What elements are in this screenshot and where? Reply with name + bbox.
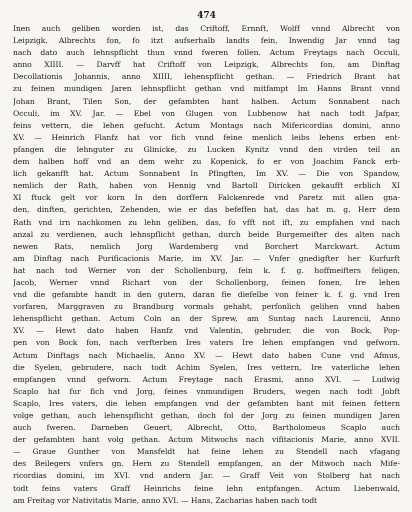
text-line: todt feins vaters Graff Heinrichs feine lehn entpfangen. Actum Liebenwald, [13, 483, 400, 493]
text-line: Inen auch geliben worden ist, das Criftoff, Ernnft, Wolff vnnd Albrecht von [13, 24, 400, 33]
text-line: am Freitag vor Nativitatis Marie, anno XVI. — Hans, Zacharias haben nach todt [13, 495, 318, 505]
text-line: newen Rats, nemlich Jorg Wardemberg vnd Borchert Marckwart. Actum [13, 241, 400, 251]
text-line: Scaplo hat fur fich vnd Jorg, feines vnmundigen Bruders, wegen nach todt Jobft [13, 386, 400, 396]
text-line: Leipzigk, Albrechts fon, fo itzt aufserhalb landts fein, Inwendig Jar vnnd tag [13, 36, 400, 46]
text-line: den, dinften, gerichten, Zehenden, wie er das befeffen hat, das hat m. g. Herr dem [13, 205, 400, 215]
text-line: — Graue Gunther von Mansfeldt hat feine lehen zu Stendell nach vfagang [13, 447, 400, 457]
text-line: die Syelen, gebrudere, nach todt Achim Syelen, Ires vettern, Ire vaterliche lehen [13, 362, 400, 372]
text-line: anzal zu verdienen, auch lehnspflicht gethan, durch beide Burgemeifter des alten nach [13, 229, 400, 239]
text-line: Jacob, Werner vnnd Richart von der Schollenborg, feinen fonen, Ire lehen [13, 277, 400, 287]
text-line: Johan Brant, Tilen Son, der gefambten hant halben. Actum Sonnabent nach [13, 96, 400, 106]
text-line: pen von Bock fon, nach verfterben Ires vaters Ire lehen empfangen vnd gefworn. [13, 338, 400, 348]
text-line: XI ftuck gelt vor korn In den dorffern Falckenrede vnd Paretz mit allen gna- [13, 193, 400, 203]
text-line: am Dinftag nach Purificacionis Marie, im XV. Jar. — Vnfer gnedigfter her Kurfurft [13, 253, 400, 263]
text-line: XV. — Heinrich Flanfz hat vor fich vnnd feine menlich leibs lehens erben ent- [13, 132, 400, 142]
text-line: nach dato auch lehnspflicht thun vnnd fweren follen. Actum Freytags nach Occuli, [13, 48, 400, 58]
text-line: ricordias domini, im XVI. vnd andern Jar. — Graff Veit von Stolberg hat nach [13, 471, 400, 481]
text-line: feins vettern, die lehen gefucht. Actum Montags nach Mifericordias domini, anno [13, 120, 400, 130]
text-line: zu feinen mundigen Jaren lehnspflicht gethan vnd mitfampt Im Hanns Brant vnnd [13, 84, 400, 94]
text-line: Scaplo, Ires vaters, die lehen empfangen vnd der gefambten hant mit feinen fettern [13, 398, 400, 408]
text-line: dem halben hoff vnd an dem wehr zu Kopenick, fo er von Joachim Fanck erb- [13, 157, 400, 167]
text-line: auch fweren. Darneben Geuert, Albrecht, Otto, Bartholomeus Scaplo auch [13, 423, 400, 433]
text-line: Actum Dinftags nach Michaelis, Anno XV. — Hewt dato haben Cune vnd Afmus, [13, 350, 400, 360]
text-line: Rath vnd irn nachkomen zu lehn geliben, das, fo vfft not ift, zu empfahen vnd nach [13, 217, 400, 227]
text-line: volge gethan, auch lehenspflicht gethan, doch fol der Jorg zu feinen mundigen Jaren [13, 411, 400, 420]
text-line: hat nach tod Werner von der Schollenburg, fein k. f. g. hoffmeifters feligen, [13, 265, 400, 275]
page-number: 474 [197, 11, 216, 21]
text-line: lich gekanfft hat. Actum Sonnabent In Pfingften, Im XV. — Die von Spandow, [13, 169, 400, 179]
body-text [13, 23, 400, 507]
text-line: pfangen die lehnguter zu Glinicke, zu Lucken Kynitz vnnd den virden teil an [13, 144, 400, 154]
text-line: vorfaren, Marggraven zu Brandburg vormals gehabt, perfonlich gelihen vnnd haben [13, 302, 400, 312]
text-line: Occuli, im XV. Jar. — Ebel von Glugen von Lubbenow hat nach todt Jafpar, [13, 108, 400, 118]
text-line: vnd die gefambte handt in den gutern, daran fie diefelbe von feiner k. f. g. vnd Iren [13, 290, 400, 300]
text-line: XV. — Hewt dato haben Hanfz vnd Valentin, gebruder, die von Bock, Pop- [13, 326, 400, 336]
text-line: der gefambten hant volg gethan. Actum Mitwochs nach vifitacionis Marie, anno XVII. [13, 435, 400, 445]
text-line: lehenspflicht gethan. Actum Coln an der Sprew, am Suntag nach Laurencii, Anno [13, 314, 400, 324]
text-line: des Beilegers vnfers gn. Hern zu Stendell empfangen, an der Mitwoch nach Mife- [13, 459, 400, 469]
text-line: anno XIIII. — Darvff hat Criftoff von Leipzigk, Albrechts fon, am Dinftag [13, 60, 400, 70]
text-line: Decollationis Johannis, anno XIIII, lehenspflicht gethan. — Friedrich Brant hat [13, 72, 400, 82]
text-line: nemlich der Rath, haben von Hennig vnd Bartoll Diricken gekaufft erblich XI [13, 181, 400, 191]
text-line: empfangen vnnd gefworn. Actum Freytage nach Erasmi, anno XVI. — Ludwig [13, 374, 400, 384]
